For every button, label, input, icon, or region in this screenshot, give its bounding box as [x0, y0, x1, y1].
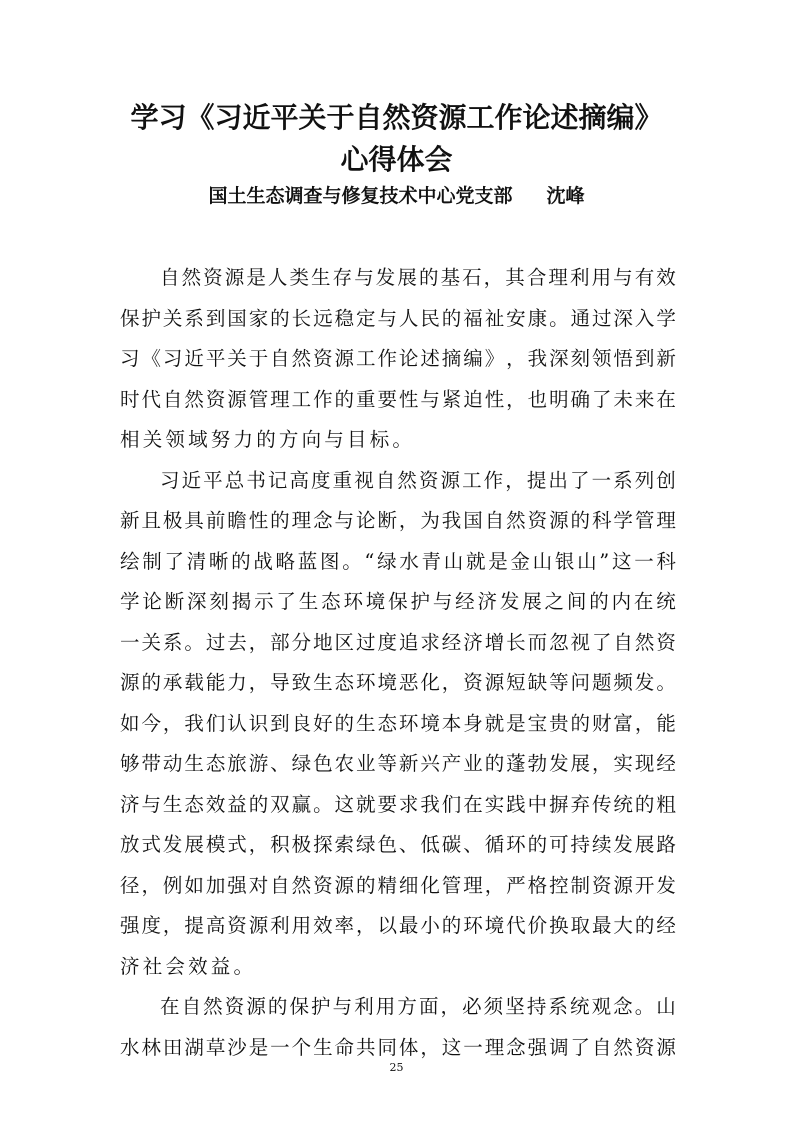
- text-line: 绘 制 了 清 晰 的 战 略 蓝 图 。 “ 绿 水 青 山 就 是 金 山 银 山 ” 这 一 科: [120, 549, 676, 573]
- text-line: 新 且 极 具 前 瞻 性 的 理 念 与 论 断 ， 为 我 国 自 然 资 源 的 科 学 管 理: [120, 509, 676, 532]
- text-line: 济 与 生 态 效 益 的 双 赢 。 这 就 要 求 我 们 在 实 践 中 摒 弃 传 统 的 粗: [120, 792, 676, 816]
- text-line: 如 今 ， 我 们 认 识 到 良 好 的 生 态 环 境 本 身 就 是 宝 贵 的 财 富 ， 能: [120, 711, 676, 735]
- document-title-line-1: 学习《习近平关于自然资源工作论述摘编》: [130, 101, 663, 134]
- text-line: 源 的 承 载 能 力 ， 导 致 生 态 环 境 恶 化 ， 资 源 短 缺 等 问 题 频 发 。: [120, 671, 676, 694]
- text-line: 够 带 动 生 态 旅 游 、 绿 色 农 业 等 新 兴 产 业 的 蓬 勃 发 展 ， 实 现 经: [120, 752, 676, 775]
- text-line: 放 式 发 展 模 式 ， 积 极 探 索 绿 色 、 低 碳 、 循 环 的 可 持 续 发 展 路: [120, 833, 676, 856]
- text-line: 径 ， 例 如 加 强 对 自 然 资 源 的 精 细 化 管 理 ， 严 格 控 制 资 源 开 发: [120, 873, 676, 897]
- text-line: 习 《 习 近 平 关 于 自 然 资 源 工 作 论 述 摘 编 》 ， 我 深 刻 领 悟 到 新: [120, 347, 676, 370]
- document-title-line-2: 心得体会: [340, 143, 453, 176]
- text-line: 强 度 ， 提 高 资 源 利 用 效 率 ， 以 最 小 的 环 境 代 价 换 取 最 大 的 经: [120, 914, 676, 937]
- page-number: 25: [389, 1061, 404, 1074]
- text-line: 相关领域努力的方向与目标。: [120, 428, 416, 451]
- body-text: [120, 258, 676, 1068]
- text-line: 时 代 自 然 资 源 管 理 工 作 的 重 要 性 与 紧 迫 性 ， 也 明 确 了 未 来 在: [120, 387, 676, 411]
- text-line: 一 关 系 。 过 去 ， 部 分 地 区 过 度 追 求 经 济 增 长 而 忽 视 了 自 然 资: [120, 630, 676, 654]
- author-byline: [0, 181, 793, 211]
- text-line: 在 自 然 资 源 的 保 护 与 利 用 方 面 ， 必 须 坚 持 系 统 观 念 。 山: [160, 995, 676, 1018]
- author-name: 沈峰: [546, 185, 585, 207]
- author-organization: 国土生态调查与修复技术中心党支部: [208, 185, 513, 207]
- text-line: 学 论 断 深 刻 揭 示 了 生 态 环 境 保 护 与 经 济 发 展 之 间 的 内 在 统: [120, 590, 676, 613]
- text-line: 自 然 资 源 是 人 类 生 存 与 发 展 的 基 石 ， 其 合 理 利 用 与 有 效: [160, 266, 676, 289]
- text-line: 保 护 关 系 到 国 家 的 长 远 稳 定 与 人 民 的 福 祉 安 康 。 通 过 深 入 学: [120, 306, 676, 330]
- text-line: 水 林 田 湖 草 沙 是 一 个 生 命 共 同 体 ， 这 一 理 念 强 调 了 自 然 资 源: [120, 1035, 676, 1059]
- text-line: 习 近 平 总 书 记 高 度 重 视 自 然 资 源 工 作 ， 提 出 了 一 系 列 创: [160, 468, 676, 492]
- text-line: 济社会效益。: [120, 954, 257, 978]
